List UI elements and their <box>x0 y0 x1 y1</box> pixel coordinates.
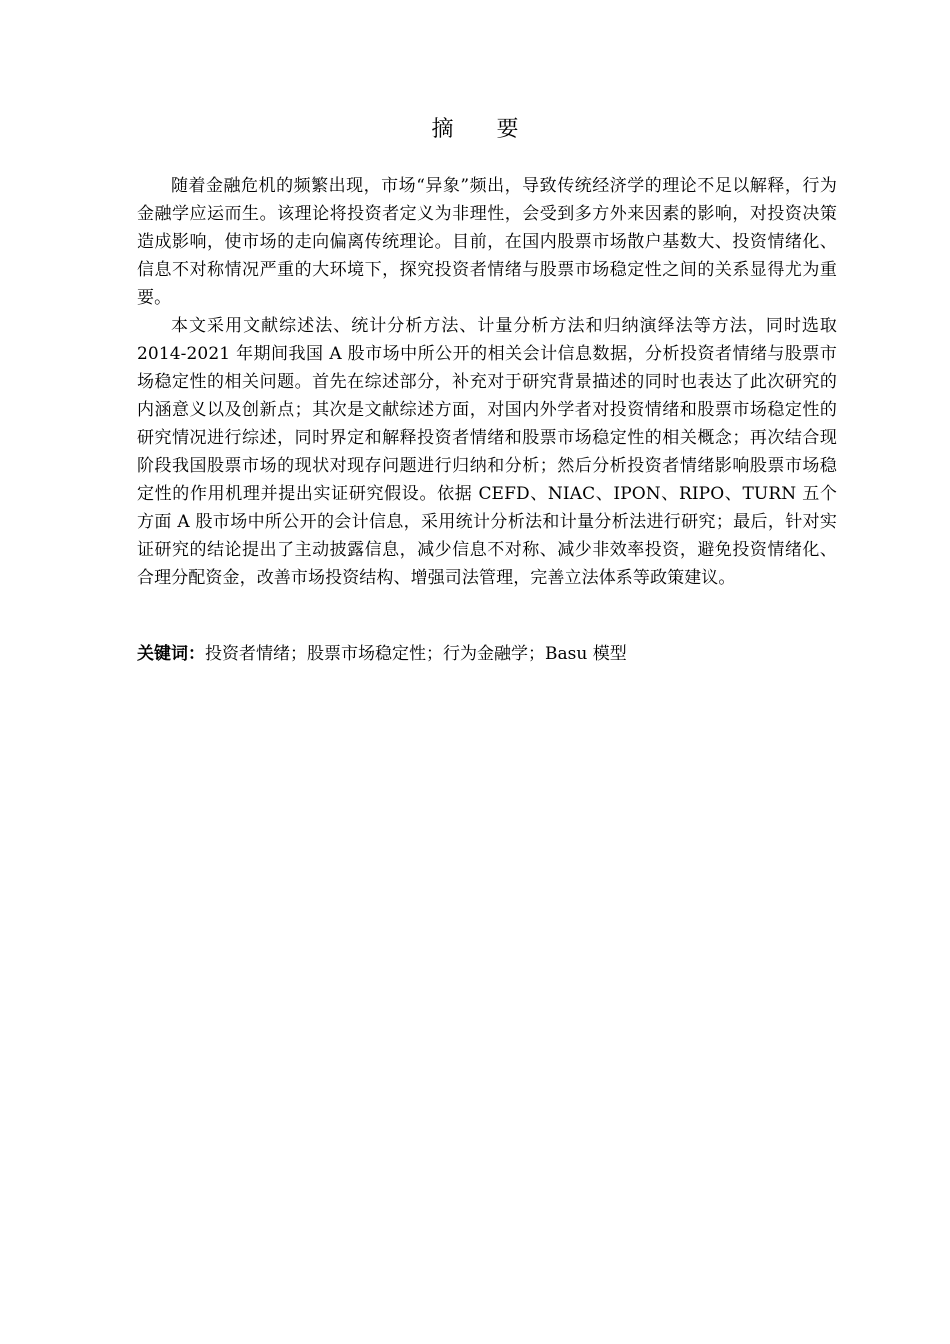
abstract-paragraph-2: 本文采用文献综述法、统计分析方法、计量分析方法和归纳演绎法等方法，同时选取 2014-2021 年期间我国 A 股市场中所公开的相关会计信息数据，分析投资者情绪与股票市场稳定性的相关问题。首先在综述部分，补充对于研究背景描述的同时也表达了此次研究的内涵意义以及创新点；其次是文献综述方面，对国内外学者对投资情绪和股票市场稳定性的研究情况进行综述，同时界定和解释投资者情绪和股票市场稳定性的相关概念；再次结合现阶段我国股票市场的现状对现存问题进行归纳和分析；然后分析投资者情绪影响股票市场稳定性的作用机理并提出实证研究假设。依据 CEFD、NIAC、IPON、RIPO、TURN 五个方面 A 股市场中所公开的会计信息，采用统计分析法和计量分析法进行研究；最后，针对实证研究的结论提出了主动披露信息，减少信息不对称、减少非效率投资，避免投资情绪化、合理分配资金，改善市场投资结构、增强司法管理，完善立法体系等政策建议。 <box>137 316 837 588</box>
keywords-label: 关键词： <box>137 644 205 664</box>
keywords-line <box>137 640 837 668</box>
keywords-text: 投资者情绪；股票市场稳定性；行为金融学；Basu 模型 <box>205 644 627 664</box>
abstract-paragraph-1: 随着金融危机的频繁出现，市场“异象”频出，导致传统经济学的理论不足以解释，行为金融学应运而生。该理论将投资者定义为非理性，会受到多方外来因素的影响，对投资决策造成影响，使市场的走向偏离传统理论。目前，在国内股票市场散户基数大、投资情绪化、信息不对称情况严重的大环境下，探究投资者情绪与股票市场稳定性之间的关系显得尤为重要。 <box>137 176 837 308</box>
abstract-title: 摘 要 <box>431 117 537 142</box>
abstract-body <box>137 172 837 592</box>
